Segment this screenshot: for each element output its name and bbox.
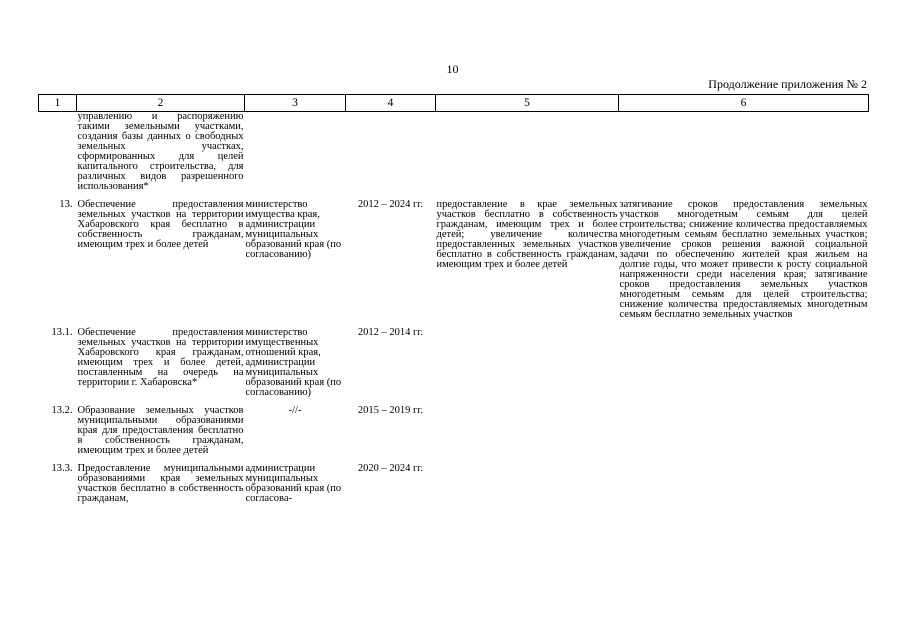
result-cell (436, 328, 619, 398)
executor-cell: администрации муниципальных образований края (по согласова- (245, 463, 342, 504)
row-number: 13. (59, 199, 73, 210)
executor-cell: министерство имущественных отношений края, администрации муниципальных образований края (по согласованию) (245, 327, 342, 398)
column-header: 1 (39, 95, 77, 112)
table-row (39, 406, 869, 456)
column-header: 4 (346, 95, 436, 112)
column-header: 5 (436, 95, 619, 112)
table-row (39, 200, 869, 320)
risk-cell (619, 328, 869, 398)
column-header: 3 (245, 95, 346, 112)
row-number (39, 112, 77, 193)
measure-cell: Образование земельных участков муниципальными образованиями края для предоставления бесплатно в собственность гражданам, имеющим трех и более детей (77, 405, 244, 456)
continuation-label: Продолжение приложения № 2 (708, 77, 867, 91)
period-cell (346, 112, 436, 193)
risk-cell: затягивание сроков предоставления земельных участков многодетным семьям для целей строительства; снижение количества предоставляемых многодетным семьям бесплатно земельных участков; увеличение сроков решения важной социальной задачи по обеспечению жителей края жильем на долгие годы, что может привести к росту социальной напряженности среди населения края; затягивание сроков предоставления земельных участков многодетным семьям для целей строительства; снижение количества предоставляемых многодетным семьям бесплатно земельных участков (619, 199, 868, 320)
risk-cell (619, 464, 869, 504)
row-number: 13.2. (51, 405, 73, 416)
period-cell: 2020 – 2024 гг. (357, 463, 424, 474)
row-number: 13.3. (51, 463, 73, 474)
result-cell (436, 112, 619, 193)
risk-cell (619, 406, 869, 456)
result-cell: предоставление в крае земельных участков бесплатно в собственность гражданам, имеющим трех и более детей; увеличение количества предоставленных земельных участков бесплатно в собственность гражданам, имеющим трех и более детей (436, 199, 618, 270)
table-row (39, 328, 869, 398)
column-header: 6 (619, 95, 869, 112)
measure-cell: Обеспечение предоставления земельных участков на территории Хабаровского края бесплатно в собственность гражданам, имеющим трех и более детей (77, 199, 244, 250)
period-cell: 2012 – 2024 гг. (357, 199, 424, 210)
measure-cell: управлению и распоряжению такими земельными участками, создания базы данных о свободных земельных участках, сформированных для целей капитального строительства, для различных видов разрешенного использования* (77, 111, 244, 192)
table-row (39, 464, 869, 504)
measure-cell: Обеспечение предоставления земельных участков на территории Хабаровского края гражданам, имеющим трех и более детей, поставленным на очередь на территории г. Хабаровска* (77, 327, 244, 388)
executor-cell: министерство имущества края, администрации муниципальных образований края (по согласованию) (245, 199, 342, 260)
result-cell (436, 464, 619, 504)
row-number: 13.1. (51, 327, 73, 338)
period-cell: 2012 – 2014 гг. (357, 327, 424, 338)
table-row (39, 112, 869, 193)
column-header: 2 (77, 95, 245, 112)
page-number: 10 (446, 62, 459, 76)
executor-cell (245, 112, 346, 193)
result-cell (436, 406, 619, 456)
risk-cell (619, 112, 869, 193)
executor-cell: -//- (288, 405, 302, 416)
measures-table (38, 94, 869, 504)
measure-cell: Предоставление муниципальными образованиями края земельных участков бесплатно в собственность гражданам, (77, 463, 244, 504)
table-header-row (39, 95, 869, 112)
period-cell: 2015 – 2019 гг. (357, 405, 424, 416)
